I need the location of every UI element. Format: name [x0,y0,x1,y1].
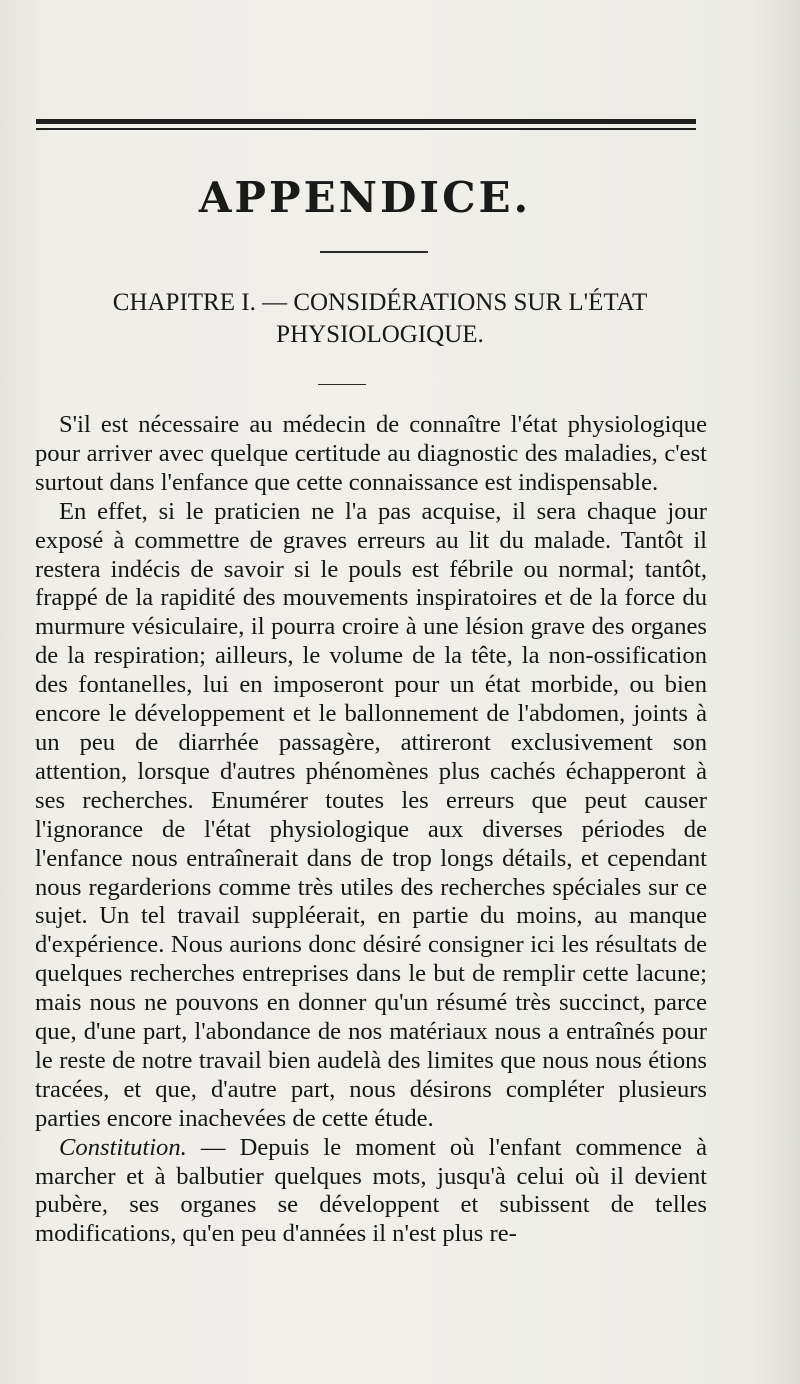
chapter-heading [40,287,720,351]
chapter-heading-line-2: PHYSIOLOGIQUE. [276,321,484,348]
section-heading: Constitution. [59,1133,187,1161]
header-rule-thick [36,119,696,124]
body-text [35,411,707,1249]
section-text: — Depuis le moment où l'enfant commence à marcher et à balbutier quelques mots, jusqu'à celui où il devient pubère, ses organes se développent et subissent de telles modifications, qu'en peu d'années il n'est plus re- [35,1133,707,1248]
paragraph: S'il est nécessaire au médecin de connaître l'état physiologique pour arriver avec quelque certitude au diagnostic des maladies, c'est surtout dans l'enfance que cette connaissance est indispensable. [35,411,707,496]
chapter-divider [318,384,366,385]
chapter-heading-line-1: CHAPITRE I. — CONSIDÉRATIONS SUR L'ÉTAT [112,289,648,316]
header-rule-thin [36,128,696,130]
title-divider [320,251,428,253]
page-title: APPENDICE. [198,173,532,222]
section-paragraph [35,1134,707,1250]
paragraph: En effet, si le praticien ne l'a pas acquise, il sera chaque jour exposé à commettre de graves erreurs au lit du malade. Tantôt il restera indécis de savoir si le pouls est fébrile ou normal; tantôt, frappé de la rapidité des mouvements inspiratoires et de la force du murmure vésiculaire, il pourra croire à une lésion grave des organes de la respiration; ailleurs, le volume de la tête, la non-ossification des fontanelles, lui en imposeront pour un état morbide, ou bien encore le développement et le ballonnement de l'abdomen, joints à un peu de diarrhée passagère, attireront exclusivement son attention, lorsque d'autres phénomènes plus cachés échapperont à ses recherches. Enumérer toutes les erreurs que peut causer l'ignorance de l'état physiologique aux diverses périodes de l'enfance nous entraînerait dans de trop longs détails, et cependant nous regarderions comme très utiles des recherches spéciales sur ce sujet. Un tel travail suppléerait, en partie du moins, au manque d'expérience. Nous aurions donc désiré consigner ici les résultats de quelques recherches entreprises dans le but de remplir cette lacune; mais nous ne pouvons en donner qu'un résumé très succinct, parce que, d'une part, l'abondance de nos matériaux nous a entraînés pour le reste de notre travail bien audelà des limites que nous nous étions tracées, et que, d'autre part, nous désirons compléter plusieurs parties encore inachevées de cette étude. [35,497,707,1132]
